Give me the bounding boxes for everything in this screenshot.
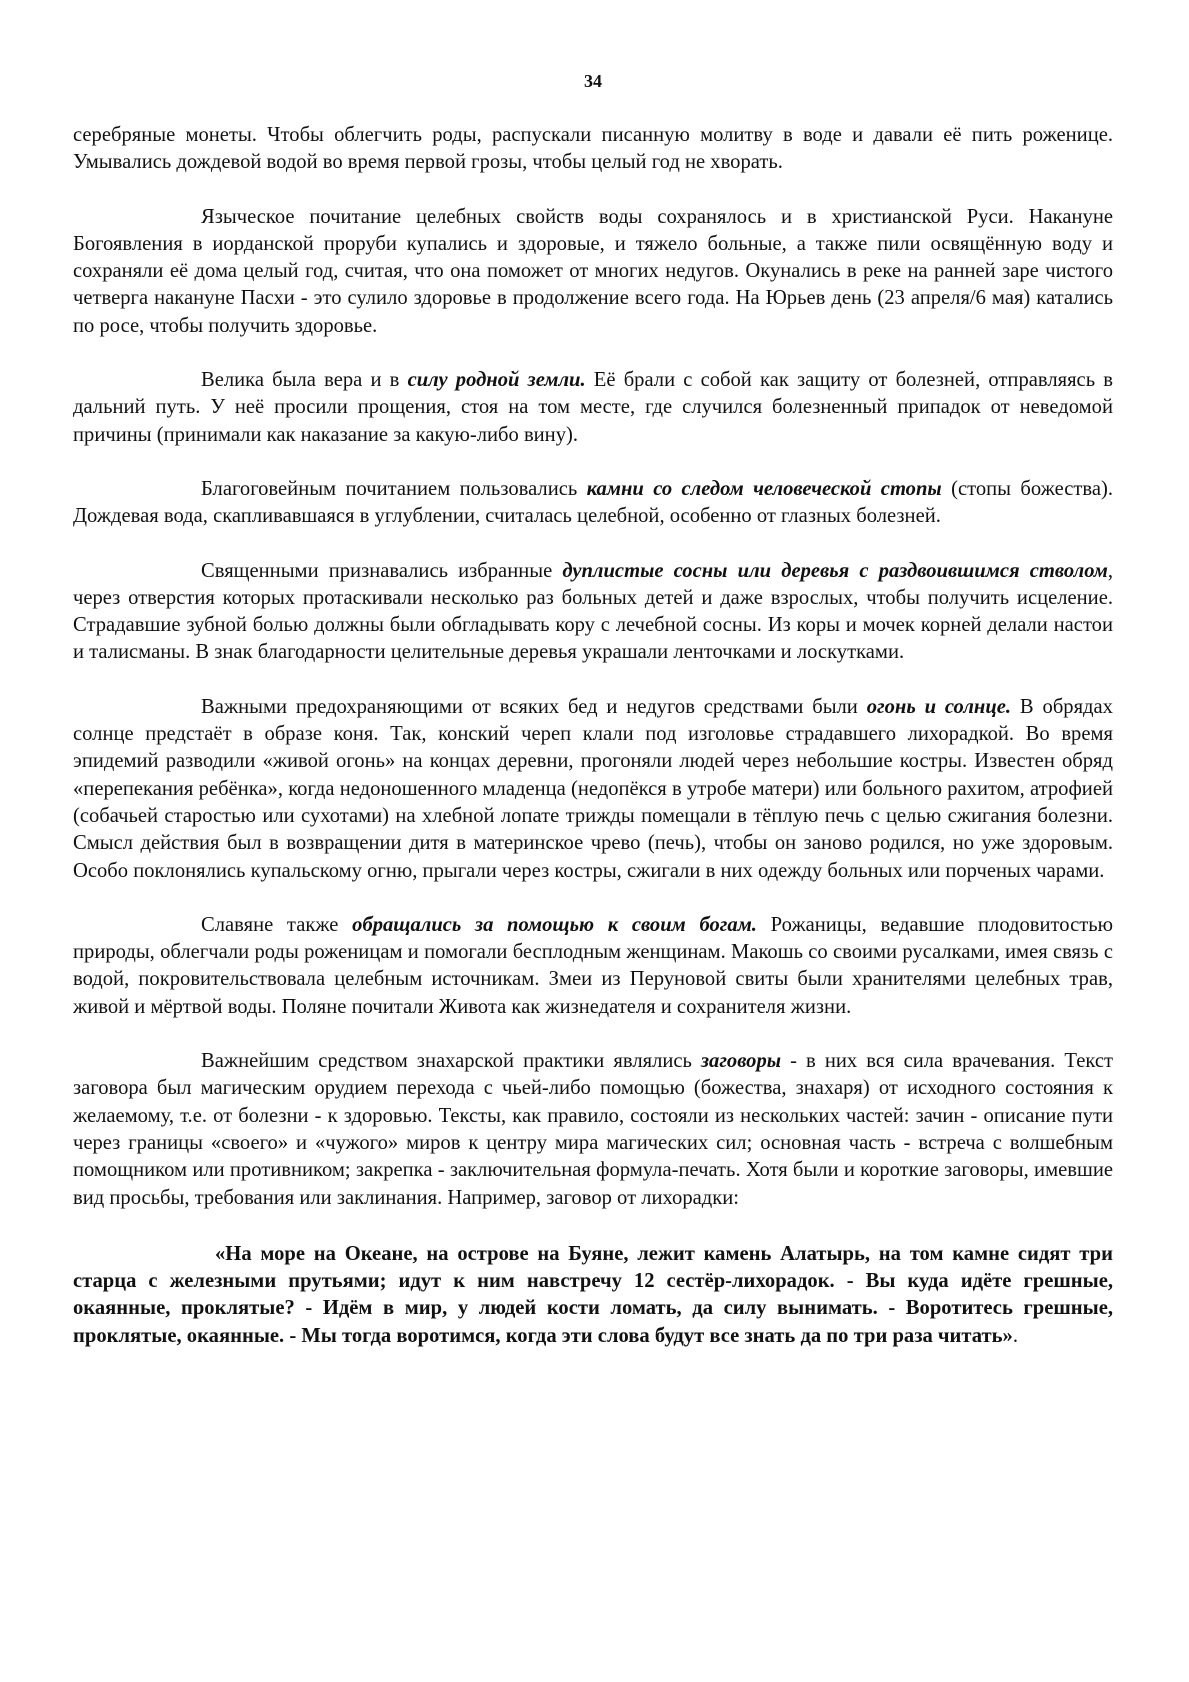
paragraph-3-text-a: Велика была вера и в (201, 369, 408, 392)
paragraph-7-emphasis: обращались за помощью к своим богам. (352, 913, 757, 936)
paragraph-4-text-a: Благоговейным почитанием пользовались (201, 477, 587, 500)
paragraph-4-text-b: (стопы божества). Дождевая вода, скапливавшаяся в углублении, считалась целебной, особенно от глазных болезней. (73, 477, 1113, 528)
charm-quote-text: «На море на Океане, на острове на Буяне, лежит камень Алатырь, на том камне сидят три старца с железными прутьями; идут к ним навстречу 12 сестёр-лихорадок. - Вы куда идёте грешные, окаянные, проклятые? - Идём в мир, у людей кости ломать, да силу вынимать. - Воротитесь грешные, проклятые, окаянные. - Мы тогда воротимся, когда эти слова будут все знать да по три раза читать» (73, 1242, 1113, 1347)
paragraph-5-text-a: Священными признавались избранные (201, 559, 563, 582)
paragraph-6 (73, 694, 1113, 885)
paragraph-5-emphasis: дуплистые сосны или деревья с раздвоившимся стволом (562, 559, 1108, 582)
charm-quote (73, 1241, 1113, 1350)
paragraph-8-text-b: - в них вся сила врачевания. Текст заговора был магическим орудием перехода с чьей-либо помощью (божества, знахаря) от исходного состояния к желаемому, т.е. от болезни - к здоровью. Тексты, как правило, состояли из нескольких частей: зачин - описание пути через границы «своего» и «чужого» миров к центру мира магических сил; основная часть - встреча с волшебным помощником или противником; закрепка - заключительная формула-печать. Хотя были и короткие заговоры, имевшие вид просьбы, требования или заклинания. Например, заговор от лихорадки: (73, 1050, 1113, 1209)
paragraph-1: серебряные монеты. Чтобы облегчить роды, распускали писанную молитву в воде и давали её пить роженице. Умывались дождевой водой во время первой грозы, чтобы целый год не хворать. (73, 124, 1113, 174)
paragraph-8-text-a: Важнейшим средством знахарской практики являлись (201, 1050, 701, 1073)
page-number: 34 (584, 71, 602, 91)
paragraph-3-emphasis: силу родной земли. (407, 369, 586, 392)
paragraph-4-emphasis: камни со следом человеческой стопы (586, 477, 942, 500)
paragraph-2: Языческое почитание целебных свойств воды сохранялось и в христианской Руси. Накануне Богоявления в иорданской проруби купались и здоровые, и тяжело больные, а также пили освящённую воду и сохраняли её дома целый год, считая, что она поможет от многих недугов. Окунались в реке на ранней заре чистого четверга накануне Пасхи - это сулило здоровье в продолжение всего года. На Юрьев день (23 апреля/6 мая) катались по росе, чтобы получить здоровье. (73, 205, 1113, 337)
paragraph-4 (73, 476, 1113, 531)
paragraph-7-text-a: Славяне также (201, 913, 353, 936)
paragraph-5 (73, 558, 1113, 667)
paragraph-5-text-b: , через отверстия которых протаскивали несколько раз больных детей и даже взрослых, чтобы получить исцеление. Страдавшие зубной болью должны были обгладывать кору с лечебной сосны. Из коры и мочек корней делали настои и талисманы. В знак благодарности целительные деревья украшали ленточками и лоскутками. (73, 559, 1113, 664)
paragraph-8-emphasis: заговоры (700, 1050, 782, 1073)
paragraph-3-text-b: Её брали с собой как защиту от болезней, отправляясь в дальний путь. У неё просили прощения, стоя на том месте, где случился болезненный припадок от неведомой причины (принимали как наказание за какую-либо вину). (73, 369, 1113, 446)
paragraph-7 (73, 912, 1113, 1021)
paragraph-7-text-b: Рожаницы, ведавшие плодовитостью природы, облегчали роды роженицам и помогали бесплодным женщинам. Макошь со своими русалками, имея связь с водой, покровительствовала целебным источникам. Змеи из Перуновой свиты были хранителями целебных трав, живой и мёртвой воды. Поляне почитали Живота как жизнедателя и сохранителя жизни. (73, 913, 1113, 1018)
paragraph-6-text-a: Важными предохраняющими от всяких бед и недугов средствами были (201, 695, 867, 718)
paragraph-6-emphasis: огонь и солнце. (866, 695, 1012, 718)
paragraph-3 (73, 367, 1113, 449)
paragraph-8 (73, 1048, 1113, 1212)
charm-quote-end: . (1012, 1324, 1018, 1347)
paragraph-6-text-b: В обрядах солнце предстаёт в образе коня. Так, конский череп клали под изголовье страдавшего лихорадкой. Во время эпидемий разводили «живой огонь» на концах деревни, прогоняли людей через небольшие костры. Известен обряд «перепекания ребёнка», когда недоношенного младенца (недопёкся в утробе матери) или больного рахитом, атрофией (собачьей старостью или сухотами) на хлебной лопате трижды помещали в тёплую печь с целью сжигания болезни. Смысл действия был в возвращении дитя в материнское чрево (печь), чтобы он заново родился, но уже здоровым. Особо поклонялись купальскому огню, прыгали через костры, сжигали в них одежду больных или порченых чарами. (73, 695, 1113, 882)
